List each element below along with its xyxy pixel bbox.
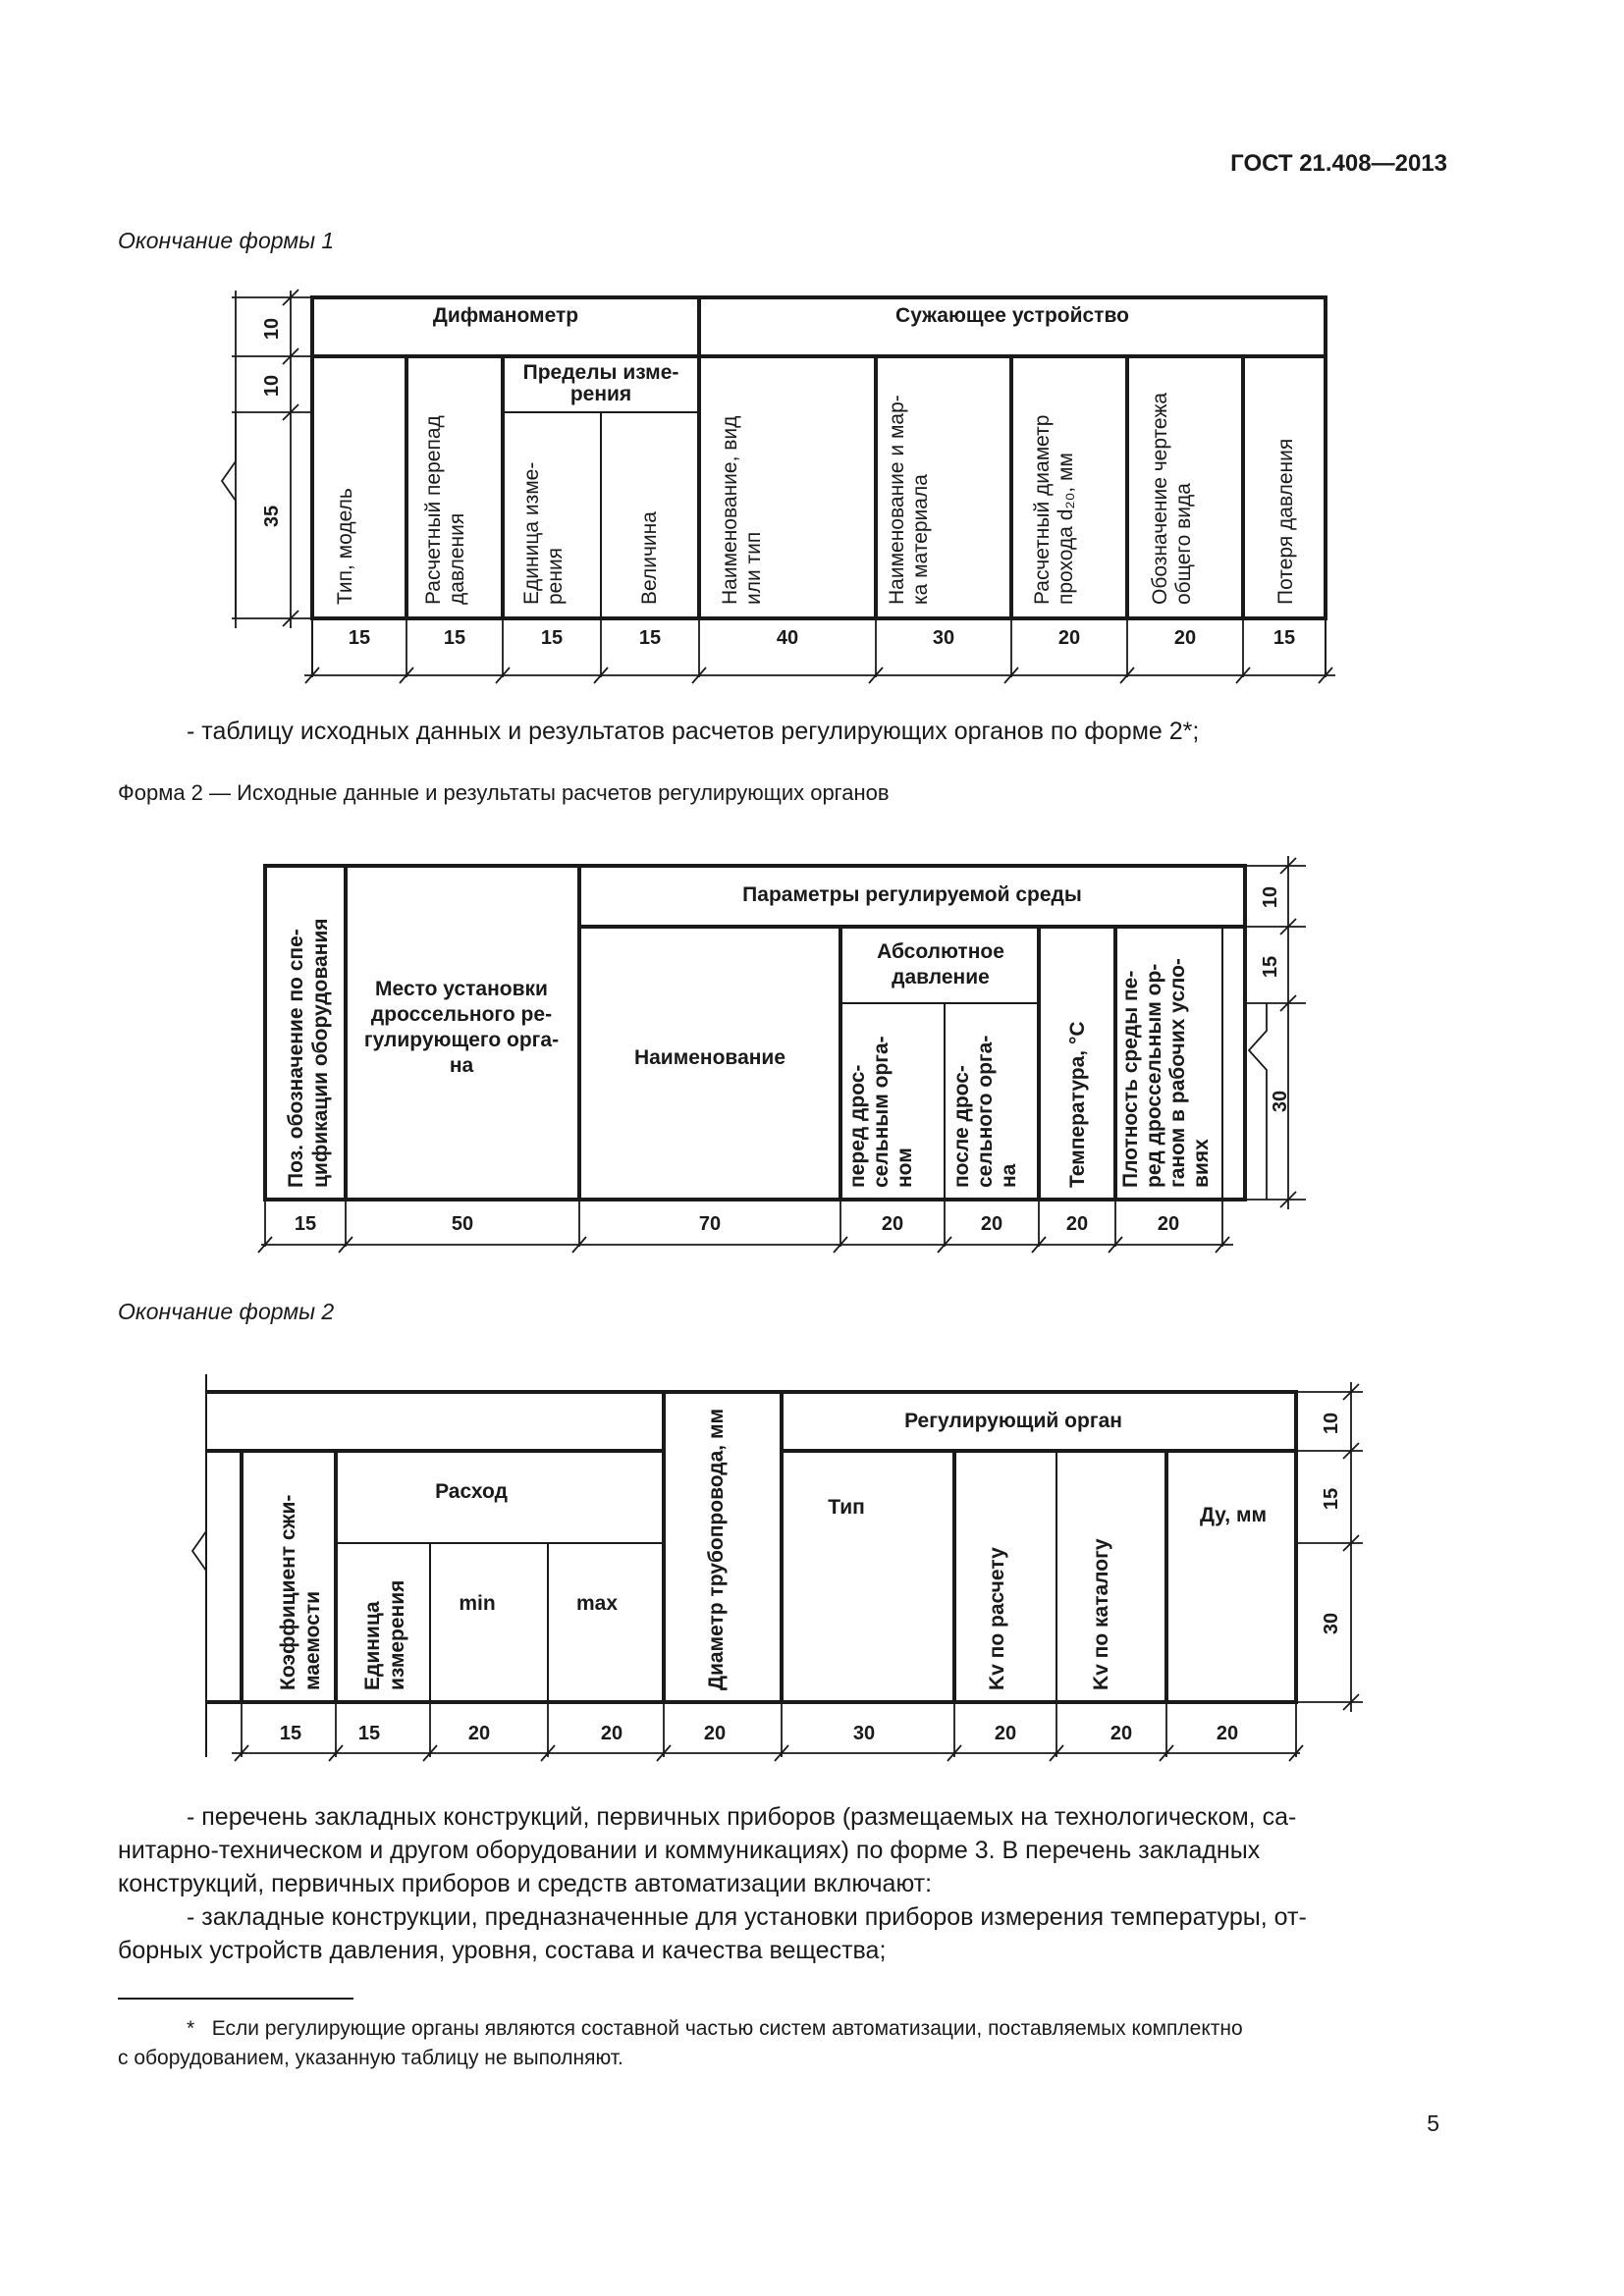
para-line: - перечень закладных конструкций, первичных приборов (размещаемых на технологическом, са-	[187, 1803, 1297, 1831]
form1-w: 15	[1272, 627, 1296, 649]
form2end-col-coef	[277, 1495, 324, 1690]
para-list	[118, 1800, 1448, 1967]
form2end-col-dn: Ду, мм	[1199, 1504, 1268, 1526]
text-line: Наименование и мар-	[886, 395, 908, 605]
form2end-w: 20	[994, 1723, 1017, 1744]
form1-w: 15	[443, 627, 466, 649]
text-line: Абсолютное	[877, 940, 1004, 963]
text-line: Kv по расчету	[986, 1547, 1008, 1690]
text-line: Плотность среды пе-	[1119, 970, 1142, 1188]
page-number: 5	[1427, 2110, 1439, 2136]
para-line: - закладные конструкции, предназначенные для установки приборов измерения температуры, от-	[187, 1903, 1307, 1931]
form2end-col-unit	[361, 1580, 408, 1690]
para-line: нитарно-техническом и другом оборудовании и коммуникациях) по форме 3. В перечень закладных	[118, 1837, 1261, 1864]
footnote-line1	[118, 2014, 1453, 2044]
text-line: проходa d₂₀, мм	[1055, 453, 1077, 605]
text-line: Коэффициент сжи-	[277, 1494, 299, 1690]
form1-w: 40	[776, 627, 799, 649]
text-line: ред дроссельным ор-	[1143, 963, 1165, 1188]
text-line: измерения	[386, 1579, 408, 1690]
form1-w: 15	[540, 627, 564, 649]
text-line: гулирующего орга-	[363, 1029, 560, 1051]
text-line: Расчетный диаметр	[1031, 414, 1054, 605]
text-line: сельным орга-	[870, 1036, 893, 1188]
form1-end-caption: Окончание формы 1	[118, 228, 335, 253]
form1-h2: 10	[261, 374, 283, 398]
footnote-mark: *	[187, 2017, 195, 2040]
form2end-w: 20	[600, 1723, 623, 1744]
text-line: маемости	[301, 1590, 324, 1690]
text-line: Наименование, вид	[719, 415, 741, 605]
form2end-w: 15	[357, 1723, 381, 1744]
form2end-w: 20	[467, 1723, 491, 1744]
standard-number: ГОСТ 21.408—2013	[1230, 150, 1447, 177]
text-line: Величина	[638, 511, 661, 605]
text-line: дроссельного ре-	[370, 1003, 553, 1026]
text-line: на	[449, 1054, 474, 1077]
text-line: Потеря давления	[1274, 438, 1297, 605]
footnote-rule	[118, 1998, 353, 2000]
form2end-h1: 10	[1321, 1412, 1342, 1435]
form2-caption: Форма 2 — Исходные данные и результаты расчетов регулирующих органов	[118, 780, 890, 805]
text-line: или тип	[742, 531, 765, 605]
form2end-col-max: max	[575, 1592, 619, 1615]
text-line: рения	[569, 383, 632, 405]
text-line: Поз. обозначение по спе-	[285, 929, 307, 1188]
form2end-group-reg: Регулирующий орган	[904, 1410, 1122, 1432]
text-line: ка материала	[909, 474, 932, 605]
text-line: Единица	[361, 1601, 384, 1690]
text-line: виях	[1190, 1139, 1213, 1188]
text-line: Единица изме-	[520, 461, 543, 605]
text-line: Тип, модель	[334, 488, 356, 605]
form2-w: 20	[1157, 1213, 1180, 1235]
form2-w: 20	[1065, 1213, 1089, 1235]
form1-h1: 10	[261, 317, 283, 341]
text-line: на	[998, 1163, 1020, 1188]
form2end-w: 20	[1216, 1723, 1239, 1744]
text-line: Обозначение чертежа	[1149, 392, 1171, 605]
text-line: Температура, °С	[1066, 1021, 1089, 1188]
form2-w: 20	[881, 1213, 904, 1235]
form2end-col-kv-calc	[986, 1547, 1008, 1690]
form2end-w: 20	[1110, 1723, 1133, 1744]
footnote-text: Если регулирующие органы являются составной частью систем автоматизации, поставляемых комплектно	[211, 2017, 1243, 2040]
text-line: рения	[544, 547, 567, 605]
form2-w: 70	[698, 1213, 722, 1235]
form1-group-narrowing: Сужающее устройство	[895, 304, 1129, 327]
form2-group-params: Параметры регулируемой среды	[742, 883, 1082, 906]
para-form2: - таблицу исходных данных и результатов расчетов регулирующих органов по форме 2*;	[187, 718, 1200, 745]
text-line: Kv по каталогу	[1090, 1538, 1112, 1690]
form2end-col-type: Тип	[828, 1496, 865, 1519]
footnote-line2: с оборудованием, указанную таблицу не выполняют.	[118, 2047, 623, 2069]
text-line: Место установки	[375, 978, 548, 1000]
form1-w: 15	[348, 627, 371, 649]
form2-w: 50	[451, 1213, 474, 1235]
footnote	[118, 2014, 1453, 2073]
form2end-col-min: min	[459, 1592, 496, 1615]
text-line: сельного орга-	[974, 1035, 997, 1188]
form2-w: 15	[294, 1213, 317, 1235]
form2end-col-kv-cat	[1090, 1538, 1112, 1690]
form1-w: 20	[1173, 627, 1197, 649]
para-line: борных устройств давления, уровня, состава и качества вещества;	[118, 1937, 887, 1964]
form1-w: 30	[932, 627, 955, 649]
text-line: цификации оборудования	[309, 918, 332, 1188]
text-line: давление	[892, 966, 990, 988]
form2-end-caption: Окончание формы 2	[118, 1299, 335, 1324]
form2-h3: 30	[1270, 1090, 1291, 1113]
form2end-w: 15	[279, 1723, 302, 1744]
text-line: общего вида	[1172, 483, 1195, 605]
text-line: давления	[446, 512, 468, 605]
form2end-w: 30	[852, 1723, 876, 1744]
form2end-h3: 30	[1321, 1612, 1342, 1635]
form2end-group-flow: Расход	[435, 1480, 508, 1503]
form2-h1: 10	[1260, 885, 1281, 909]
form2end-col-diam	[705, 1409, 728, 1690]
form1-w: 15	[638, 627, 662, 649]
text-line: Пределы изме-	[522, 361, 679, 384]
para-line: конструкций, первичных приборов и средств автоматизации включают:	[118, 1870, 933, 1897]
form1-group-difmanometer: Дифманометр	[432, 304, 579, 327]
text-line: Расчетный перепад	[422, 415, 445, 605]
form2end-w: 20	[703, 1723, 727, 1744]
text-line: после дрос-	[950, 1065, 973, 1188]
text-line: перед дрос-	[846, 1064, 869, 1188]
text-line: ганом в рабочих усло-	[1166, 958, 1189, 1188]
form2-col-name: Наименование	[633, 1046, 786, 1069]
form2-h2: 15	[1260, 955, 1281, 979]
text-line: Диаметр трубопровода, мм	[705, 1408, 728, 1690]
form2end-h2: 15	[1321, 1487, 1342, 1511]
form1-h3: 35	[261, 505, 283, 528]
form2-w: 20	[980, 1213, 1003, 1235]
form1-w: 20	[1057, 627, 1081, 649]
text-line: ном	[893, 1148, 916, 1188]
